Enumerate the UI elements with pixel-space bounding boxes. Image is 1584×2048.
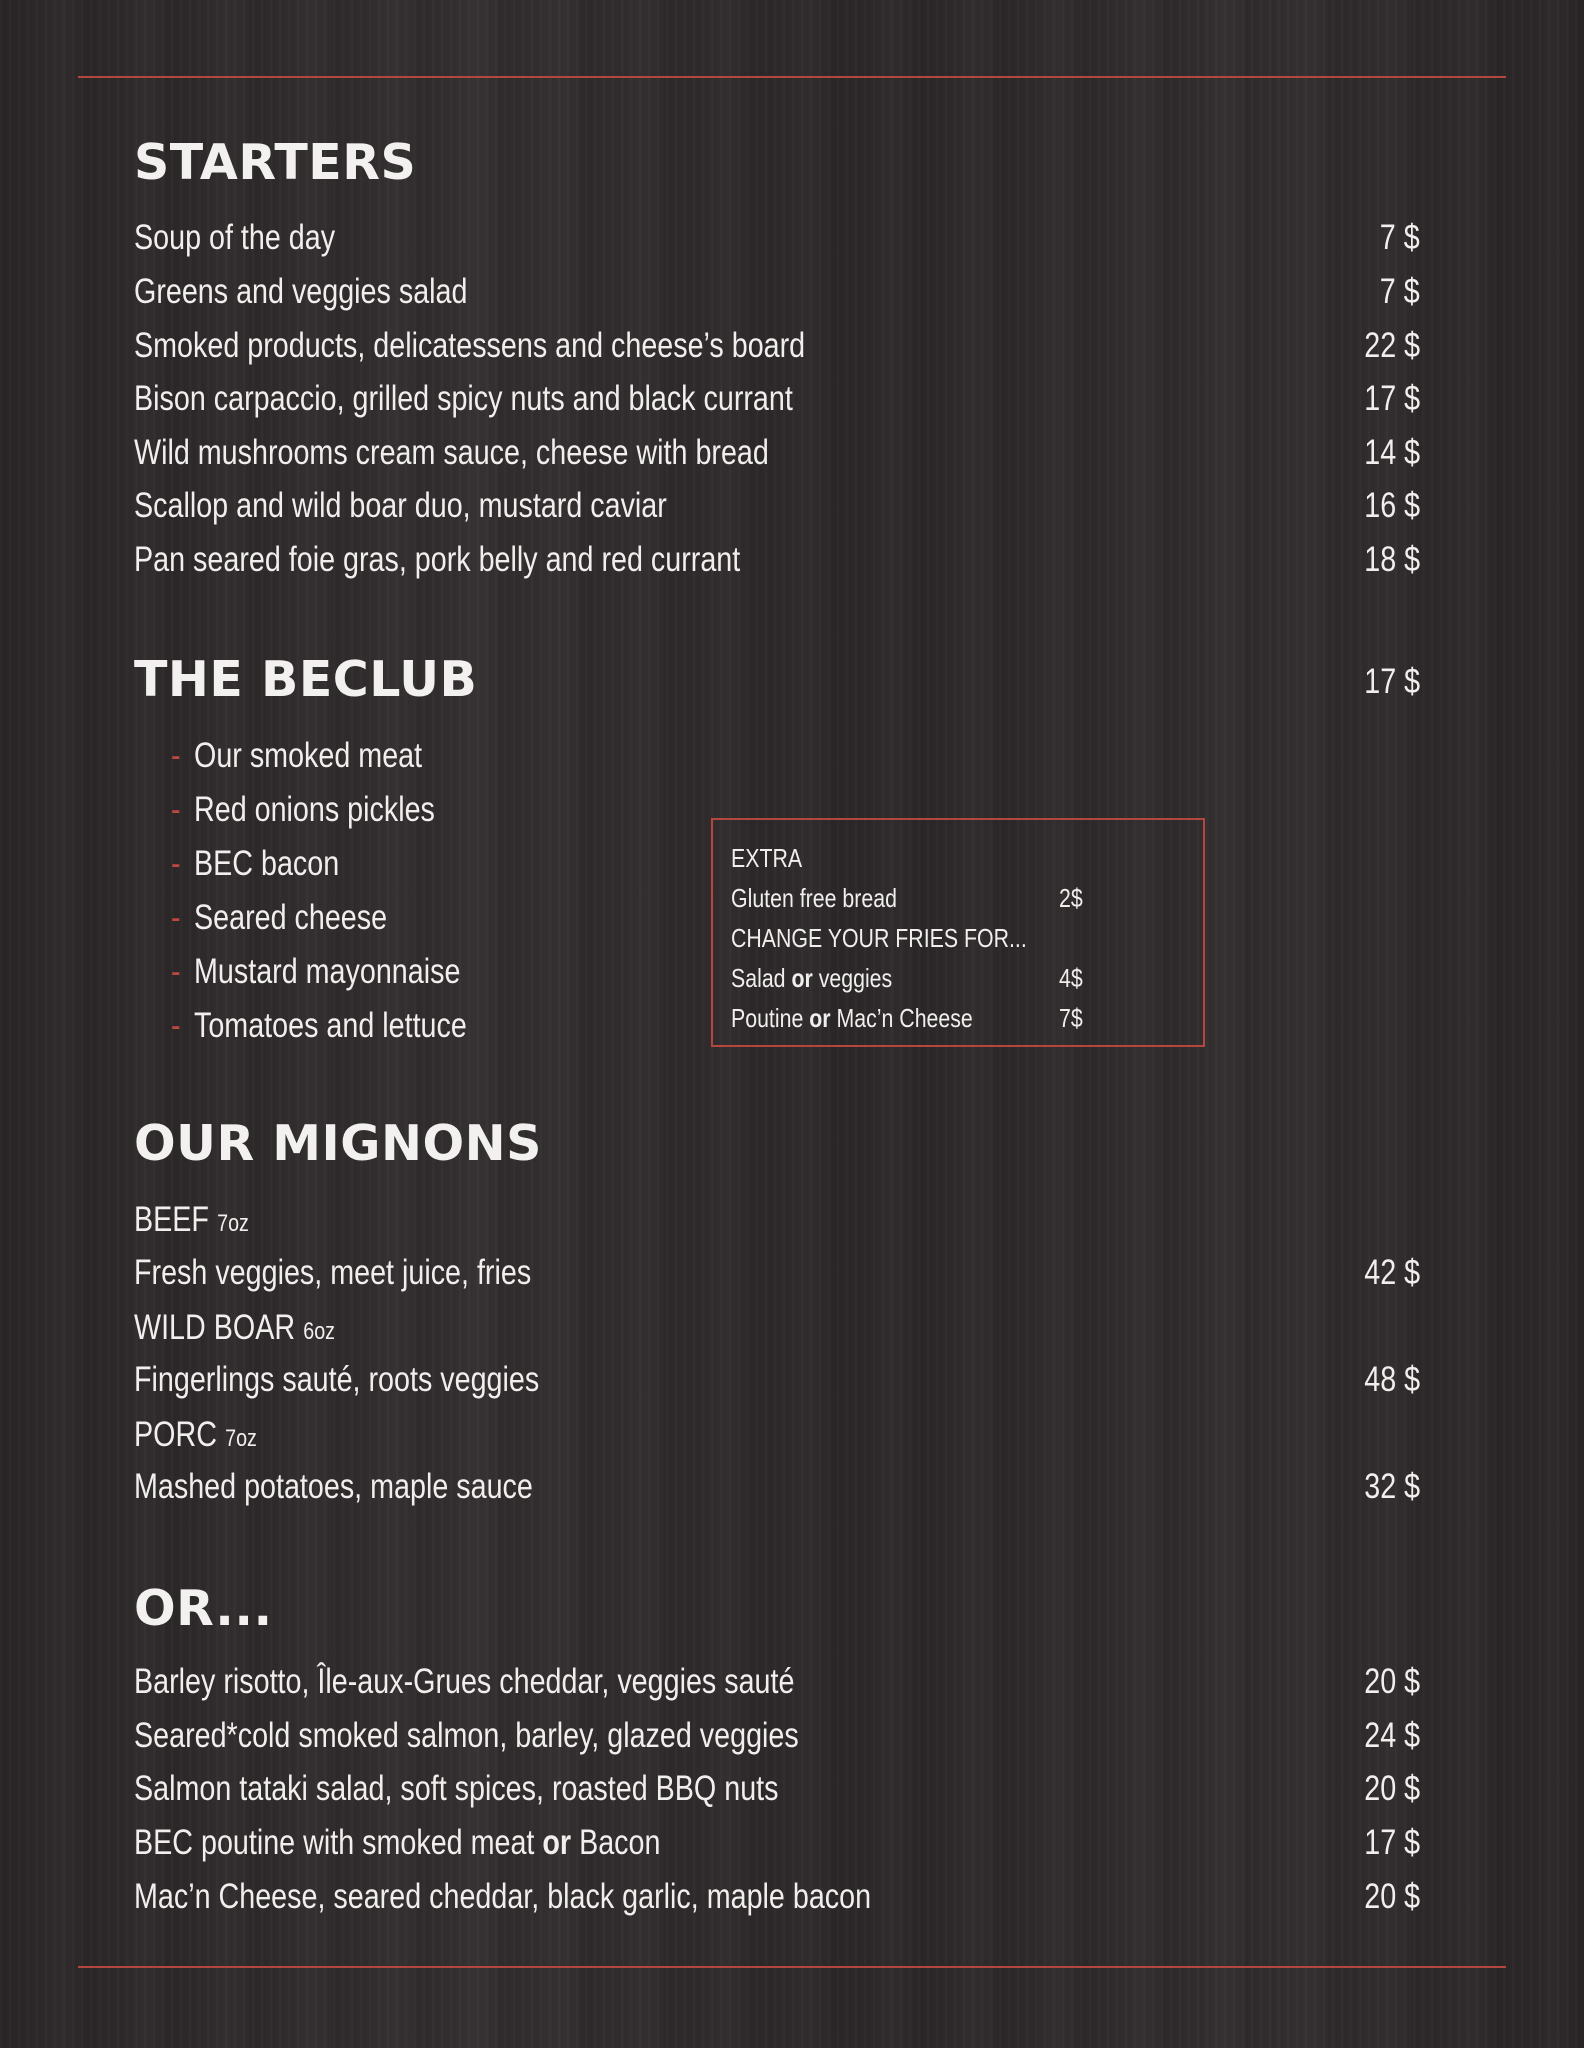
or-word: or	[542, 1823, 572, 1862]
menu-item	[134, 1655, 1420, 1709]
menu-item-price: 32 $	[1364, 1467, 1420, 1506]
menu-item-price: 16 $	[1364, 486, 1420, 525]
ingredient-label: Our smoked meat	[193, 736, 422, 775]
menu-item-price: 7 $	[1380, 272, 1420, 311]
or-word: or	[809, 1002, 831, 1033]
section-heading-beclub: THE BECLUB	[134, 651, 478, 708]
list-item	[170, 729, 526, 783]
mignon-cut-weight: 7oz	[217, 1210, 249, 1237]
menu-item-name: Pan seared foie gras, pork belly and red currant	[134, 540, 741, 579]
list-item	[170, 891, 526, 945]
bullet-dash: -	[171, 790, 181, 829]
menu-item-price: 20 $	[1364, 1769, 1420, 1808]
menu-item-name: Mac’n Cheese, seared cheddar, black garlic, maple bacon	[134, 1877, 872, 1916]
menu-item	[134, 533, 1420, 587]
mignon-cut-header	[134, 1300, 335, 1354]
extra-gluten-price: 2$	[1059, 882, 1083, 913]
menu-item-price: 20 $	[1364, 1662, 1420, 1701]
menu-item-price: 22 $	[1364, 326, 1420, 365]
menu-item	[134, 319, 1420, 373]
menu-item-name: Smoked products, delicatessens and cheese’s board	[134, 326, 806, 365]
menu-item-price: 7 $	[1380, 218, 1420, 257]
menu-item-price: 42 $	[1364, 1253, 1420, 1292]
ingredient-label: Tomatoes and lettuce	[193, 1006, 467, 1045]
section-heading-mignons: OUR MIGNONS	[134, 1115, 542, 1172]
extra-poutine-option	[731, 998, 973, 1038]
menu-item-name: Mashed potatoes, maple sauce	[134, 1467, 533, 1506]
menu-item	[134, 211, 1420, 265]
mignon-cut-weight: 7oz	[225, 1425, 257, 1452]
list-item	[170, 783, 526, 837]
mignon-cut-weight: 6oz	[303, 1318, 336, 1345]
menu-item	[134, 426, 1420, 480]
item-text: BEC poutine with smoked meat	[134, 1823, 535, 1862]
extra-title: EXTRA	[731, 842, 803, 873]
beclub-ingredient-list	[170, 729, 526, 1053]
bullet-dash: -	[171, 1006, 181, 1045]
extra-salad-price: 4$	[1059, 962, 1083, 993]
menu-item	[134, 1353, 1420, 1407]
menu-item	[134, 1246, 1420, 1300]
list-item	[170, 945, 526, 999]
section-heading-or: OR...	[134, 1580, 273, 1637]
menu-item-name: Seared*cold smoked salmon, barley, glazed veggies	[134, 1716, 799, 1755]
bullet-dash: -	[171, 844, 181, 883]
beclub-price: 17 $	[1364, 662, 1420, 701]
menu-item-name: Fingerlings sauté, roots veggies	[134, 1360, 540, 1399]
menu-item-name: Salmon tataki salad, soft spices, roasted BBQ nuts	[134, 1769, 779, 1808]
menu-item	[134, 1816, 1420, 1870]
menu-item-name: Soup of the day	[134, 218, 336, 257]
extra-change-title: CHANGE YOUR FRIES FOR...	[731, 922, 1027, 953]
mignon-cut-header	[134, 1407, 257, 1461]
list-item	[170, 837, 526, 891]
ingredient-label: BEC bacon	[193, 844, 339, 883]
menu-item	[134, 1870, 1420, 1924]
menu-item-price: 24 $	[1364, 1716, 1420, 1755]
option-text: Salad	[731, 962, 786, 993]
extra-salad-option	[731, 958, 892, 998]
menu-item-name: Bison carpaccio, grilled spicy nuts and black currant	[134, 379, 793, 418]
extra-poutine-price: 7$	[1059, 1002, 1083, 1033]
menu-item	[134, 479, 1420, 533]
option-text: Mac’n Cheese	[836, 1002, 973, 1033]
menu-item-name: Greens and veggies salad	[134, 272, 468, 311]
menu-item	[134, 1460, 1420, 1514]
bullet-dash: -	[171, 952, 181, 991]
menu-item-name	[134, 1823, 660, 1863]
menu-item	[134, 265, 1420, 319]
ingredient-label: Mustard mayonnaise	[193, 952, 461, 991]
section-heading-starters: STARTERS	[134, 134, 417, 191]
ingredient-label: Red onions pickles	[193, 790, 435, 829]
menu-item-name: Wild mushrooms cream sauce, cheese with bread	[134, 433, 769, 472]
menu-item-price: 48 $	[1364, 1360, 1420, 1399]
menu-item-name: Scallop and wild boar duo, mustard caviar	[134, 486, 667, 525]
option-text: veggies	[818, 962, 893, 993]
mignon-cut-name: WILD BOAR	[134, 1308, 296, 1347]
ingredient-label: Seared cheese	[193, 898, 387, 937]
menu-item	[134, 1709, 1420, 1763]
item-text: Bacon	[579, 1823, 661, 1862]
menu-item	[134, 1762, 1420, 1816]
mignon-cut-name: BEEF	[134, 1200, 209, 1239]
bottom-divider	[78, 1966, 1506, 1968]
menu-item-price: 14 $	[1364, 433, 1420, 472]
menu-item	[134, 372, 1420, 426]
menu-item-name: Fresh veggies, meet juice, fries	[134, 1253, 532, 1292]
bullet-dash: -	[171, 898, 181, 937]
menu-item-price: 17 $	[1364, 379, 1420, 418]
top-divider	[78, 76, 1506, 78]
mignon-cut-name: PORC	[134, 1415, 217, 1454]
menu-item-name: Barley risotto, Île-aux-Grues cheddar, veggies sauté	[134, 1662, 795, 1701]
list-item	[170, 999, 526, 1053]
bullet-dash: -	[171, 736, 181, 775]
menu-item-price: 18 $	[1364, 540, 1420, 579]
option-text: Poutine	[731, 1002, 804, 1033]
menu-item-price: 20 $	[1364, 1877, 1420, 1916]
extra-options-box	[711, 818, 1205, 1047]
extra-gluten-label: Gluten free bread	[731, 882, 897, 913]
mignon-cut-header	[134, 1192, 249, 1246]
or-word: or	[791, 962, 813, 993]
menu-item-price: 17 $	[1364, 1823, 1420, 1862]
